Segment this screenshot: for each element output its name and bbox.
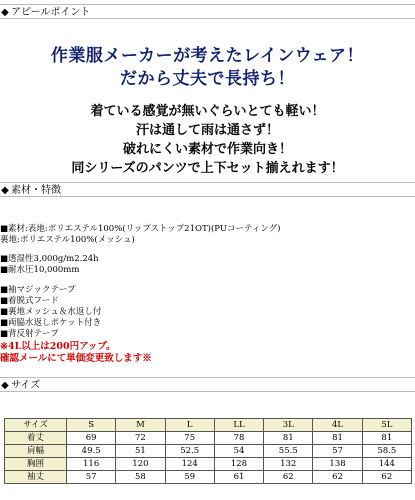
headline-line-1: 作業服メーカーが考えたレインウェア！ <box>50 46 365 66</box>
header-cell: 4L <box>313 419 362 432</box>
table-cell: 61 <box>214 471 263 484</box>
header-cell: 3L <box>264 419 313 432</box>
table-cell: 81 <box>313 432 362 445</box>
header-cell: 5L <box>362 419 411 432</box>
header-cell: LL <box>214 419 263 432</box>
header-cell: S <box>67 419 116 432</box>
diamond-bullet-icon: ◆ <box>1 380 9 391</box>
spec-line: ■耐水圧10,000mm <box>0 265 80 275</box>
table-cell: 49.5 <box>67 445 116 458</box>
feature-line: ■袖マジックテープ <box>0 285 76 295</box>
lead-line: 着ている感覚が無いぐらいとても軽い！ <box>90 104 325 119</box>
spec-line: 裏地:ポリエステル100%(メッシュ) <box>0 235 135 245</box>
headline-line-2: だから丈夫で長持ち！ <box>120 69 295 89</box>
lead-line: 同シリーズのパンツで上下セット揃えれます！ <box>71 161 344 176</box>
table-cell: 120 <box>116 458 165 471</box>
size-table-header <box>5 419 412 432</box>
spec-line: ■素材:表地:ポリエステル100%(リップストップ21OT)(PUコーティング) <box>0 224 281 234</box>
section-title: 素材・特徴 <box>11 185 61 196</box>
table-cell: 81 <box>264 432 313 445</box>
table-cell: 128 <box>214 458 263 471</box>
header-cell: L <box>165 419 214 432</box>
table-cell: 57 <box>313 445 362 458</box>
section-title: アピールポイント <box>11 7 91 18</box>
row-header: 着丈 <box>5 432 67 445</box>
lead-line: 汗は通して雨は通さず！ <box>135 123 279 138</box>
table-cell: 62 <box>264 471 313 484</box>
spec-line: ■透湿性3,000g/m2.24h <box>0 254 99 264</box>
table-cell: 132 <box>264 458 313 471</box>
table-cell: 138 <box>313 458 362 471</box>
table-cell: 54 <box>214 445 263 458</box>
table-cell: 72 <box>116 432 165 445</box>
header-cell: サイズ <box>5 419 67 432</box>
section-header-material <box>0 182 415 197</box>
table-cell: 124 <box>165 458 214 471</box>
table-cell: 75 <box>165 432 214 445</box>
table-row <box>5 432 412 445</box>
feature-line: ■背反射テープ <box>0 329 59 339</box>
section-header-size <box>0 377 415 392</box>
table-cell: 144 <box>362 458 411 471</box>
feature-line: ■両脇水返しポケット付き <box>0 318 102 328</box>
price-note: ※4L以上は200円アップ。 <box>0 341 116 352</box>
diamond-bullet-icon: ◆ <box>1 7 9 18</box>
table-cell: 116 <box>67 458 116 471</box>
table-cell: 62 <box>362 471 411 484</box>
row-header: 胸囲 <box>5 458 67 471</box>
section-header-appeal <box>0 4 415 19</box>
table-row <box>5 458 412 471</box>
diamond-bullet-icon: ◆ <box>1 185 9 196</box>
table-row <box>5 471 412 484</box>
confirm-note: 確認メールにて単価変更致します※ <box>0 353 152 364</box>
row-header: 肩幅 <box>5 445 67 458</box>
table-cell: 55.5 <box>264 445 313 458</box>
table-cell: 52.5 <box>165 445 214 458</box>
table-cell: 78 <box>214 432 263 445</box>
row-header: 袖丈 <box>5 471 67 484</box>
section-title: サイズ <box>11 380 41 391</box>
lead-line: 破れにくい素材で作業向き！ <box>122 142 292 157</box>
table-cell: 59 <box>165 471 214 484</box>
table-cell: 81 <box>362 432 411 445</box>
table-row <box>5 445 412 458</box>
table-cell: 58 <box>116 471 165 484</box>
feature-line: ■着脱式フード <box>0 296 59 306</box>
size-table <box>4 418 412 484</box>
table-cell: 57 <box>67 471 116 484</box>
table-cell: 62 <box>313 471 362 484</box>
feature-line: ■裏地メッシュ＆水返し付 <box>0 307 102 317</box>
table-cell: 51 <box>116 445 165 458</box>
table-cell: 58.5 <box>362 445 411 458</box>
header-cell: M <box>116 419 165 432</box>
table-cell: 69 <box>67 432 116 445</box>
